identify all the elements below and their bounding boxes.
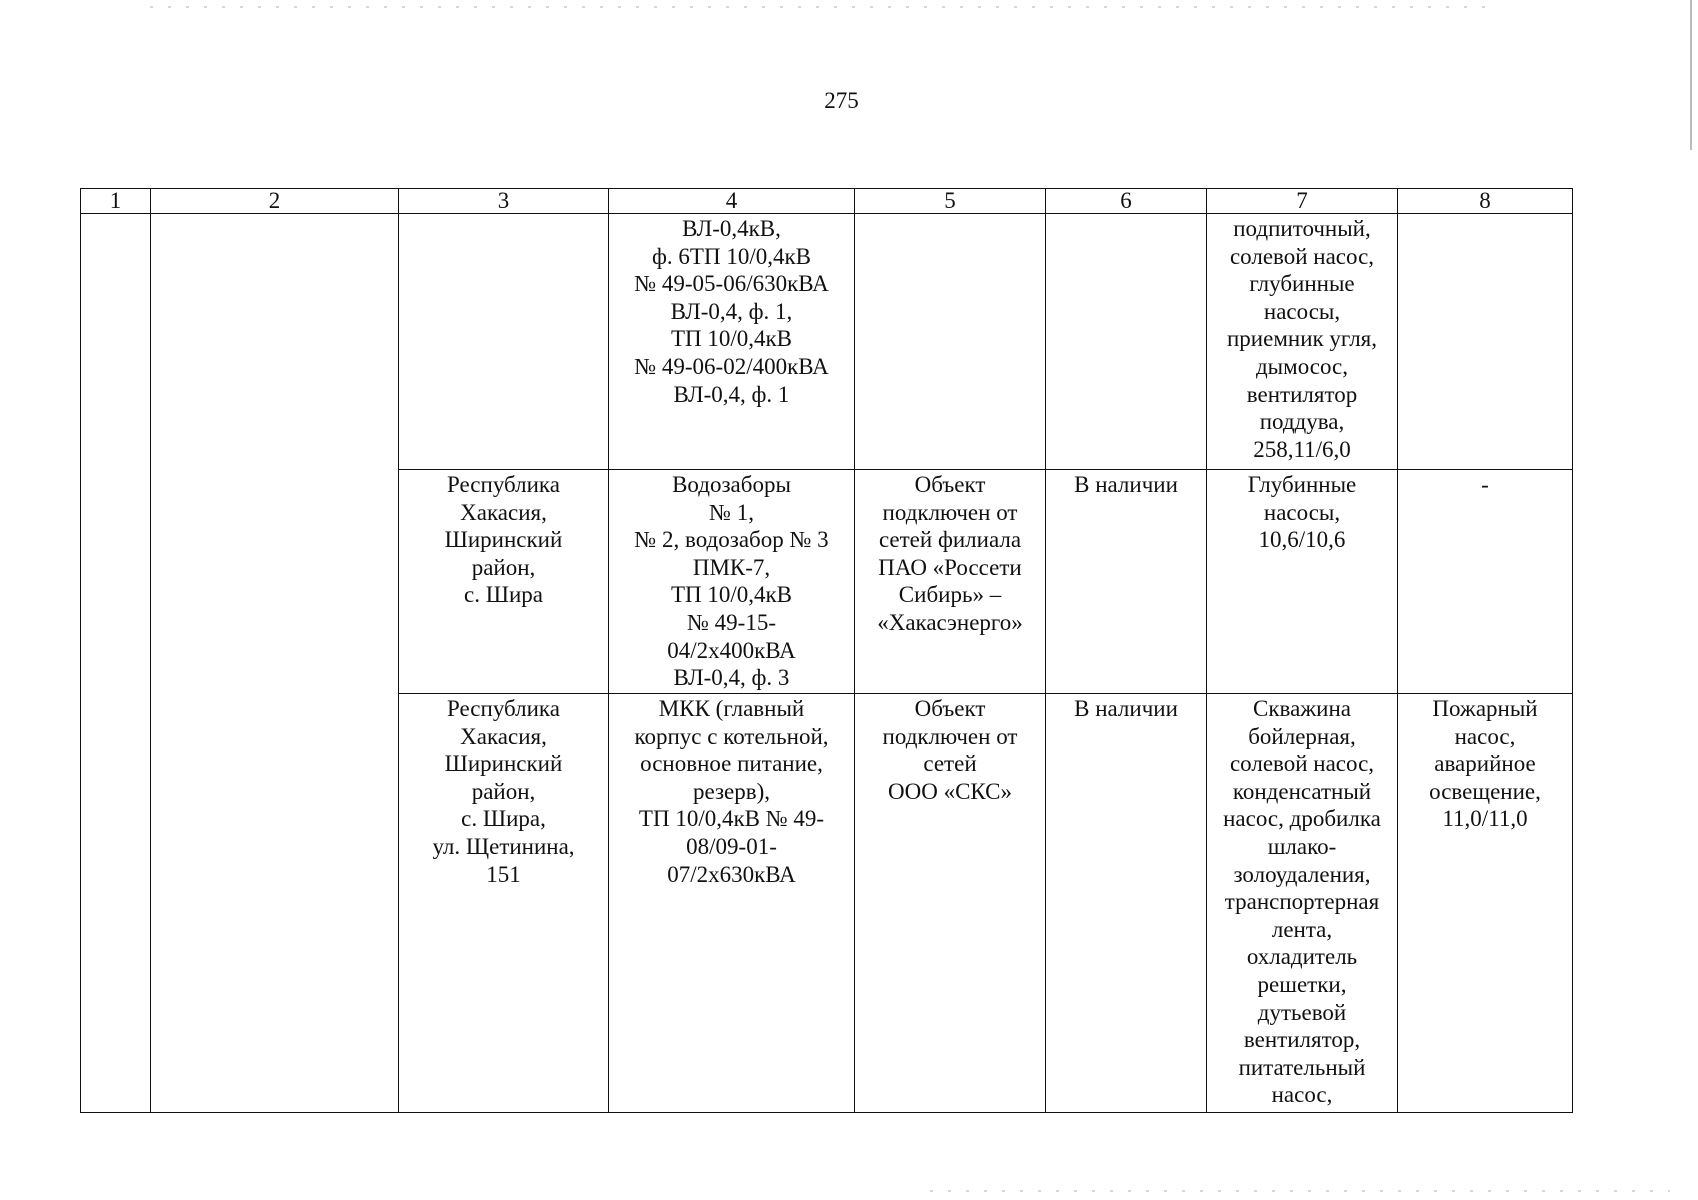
cell-location <box>399 214 609 470</box>
scan-artifact-top <box>150 6 1500 8</box>
cell-connection: Объект подключен от сетей филиала ПАО «Россети Сибирь» – «Хакасэнерго» <box>855 470 1046 694</box>
cell-object: Водозаборы № 1, № 2, водозабор № 3 ПМК-7, ТП 10/0,4кВ № 49-15- 04/2х400кВА ВЛ-0,4, ф. 3 <box>609 470 855 694</box>
header-cell-4: 4 <box>609 189 855 214</box>
cell-equipment: Глубинные насосы, 10,6/10,6 <box>1207 470 1398 694</box>
cell-connection: Объект подключен от сетей ООО «СКС» <box>855 694 1046 1113</box>
cell-equipment: подпиточный, солевой насос, глубинные насосы, приемник угля, дымосос, вентилятор поддува, 258,11/6,0 <box>1207 214 1398 470</box>
cell-object: ВЛ-0,4кВ, ф. 6ТП 10/0,4кВ № 49-05-06/630кВА ВЛ-0,4, ф. 1, ТП 10/0,4кВ № 49-06-02/400кВА ВЛ-0,4, ф. 1 <box>609 214 855 470</box>
header-cell-2: 2 <box>151 189 399 214</box>
cell-emergency <box>1398 214 1573 470</box>
cell-emergency: Пожарный насос, аварийное освещение, 11,0/11,0 <box>1398 694 1573 1113</box>
cell-availability <box>1046 214 1207 470</box>
cell-availability: В наличии <box>1046 694 1207 1113</box>
header-cell-5: 5 <box>855 189 1046 214</box>
table-row <box>81 214 1573 470</box>
cell-emergency: - <box>1398 470 1573 694</box>
cell-availability: В наличии <box>1046 470 1207 694</box>
cell-location: Республика Хакасия, Ширинский район, с. Шира, ул. Щетинина, 151 <box>399 694 609 1113</box>
cell-connection <box>855 214 1046 470</box>
header-cell-8: 8 <box>1398 189 1573 214</box>
data-table <box>80 188 1573 1113</box>
cell-object: МКК (главный корпус с котельной, основное питание, резерв), ТП 10/0,4кВ № 49- 08/09-01- 07/2х630кВА <box>609 694 855 1113</box>
cell-equipment: Скважина бойлерная, солевой насос, конденсатный насос, дробилка шлако- золоудаления, транспортерная лента, охладитель решетки, дутьевой вентилятор, питательный насос, <box>1207 694 1398 1113</box>
scan-artifact-bottom <box>930 1190 1670 1192</box>
header-cell-6: 6 <box>1046 189 1207 214</box>
header-cell-3: 3 <box>399 189 609 214</box>
cell-col2-merged <box>151 214 399 1113</box>
scan-edge-line <box>1690 0 1692 150</box>
header-cell-7: 7 <box>1207 189 1398 214</box>
table-header-row <box>81 189 1573 214</box>
header-cell-1: 1 <box>81 189 151 214</box>
page-number: 275 <box>824 88 859 113</box>
cell-col1-merged <box>81 214 151 1113</box>
cell-location: Республика Хакасия, Ширинский район, с. Шира <box>399 470 609 694</box>
